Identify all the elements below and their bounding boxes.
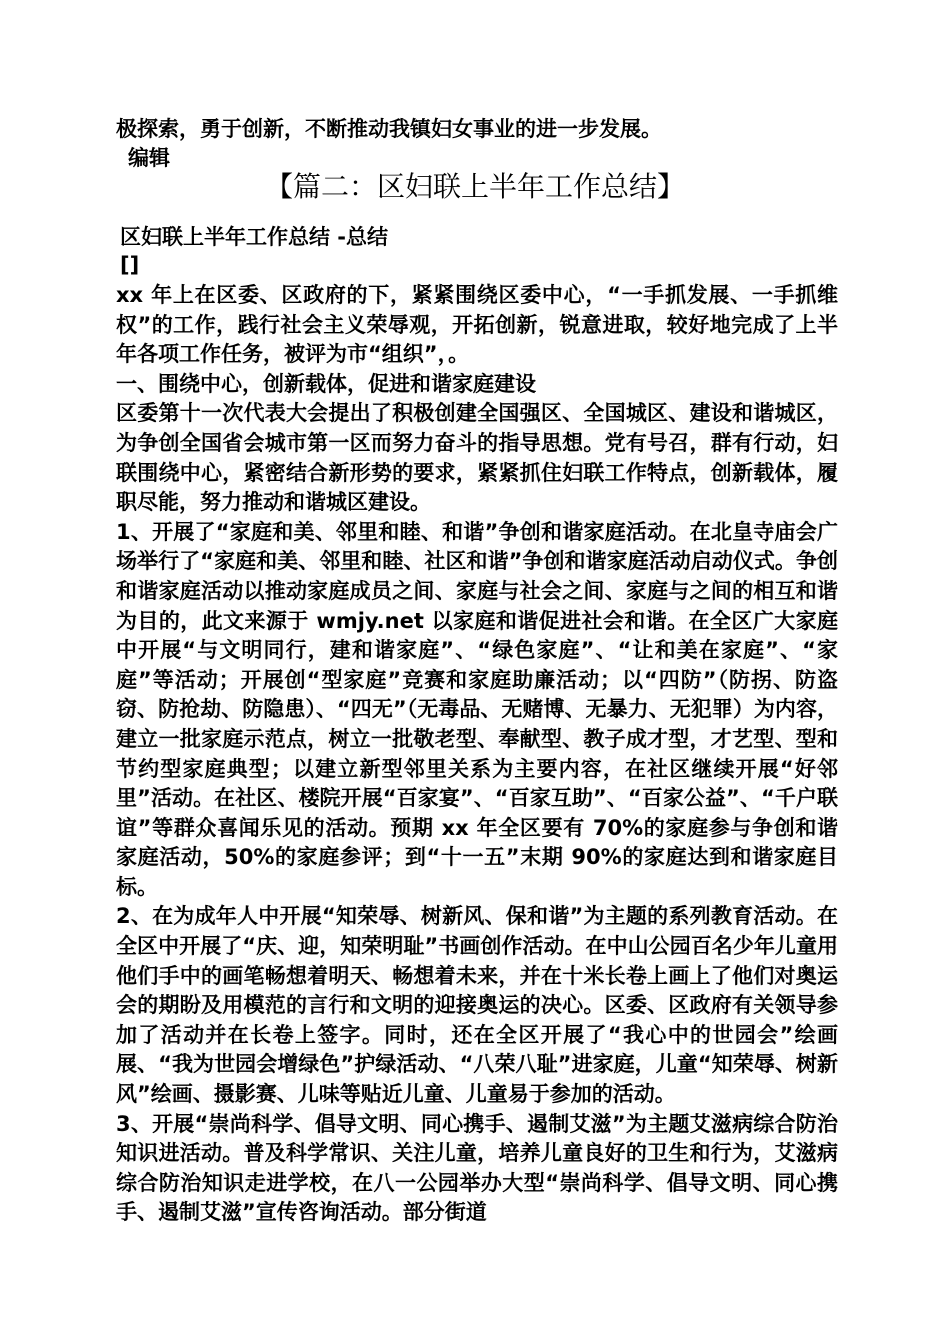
- paragraph-section-1: 区委第十一次代表大会提出了积极创建全国强区、全国城区、建设和谐城区，为争创全国省会城市第一区而努力奋斗的指导思想。党有号召，群有行动，妇联围绕中心，紧密结合新形势的要求，紧紧抓住妇联工作特点，创新载体，履职尽能，努力推动和谐城区建设。: [116, 401, 838, 515]
- paragraph-item-1: 1、开展了“家庭和美、邻里和睦、和谐”争创和谐家庭活动。在北皇寺庙会广场举行了“家庭和美、邻里和睦、社区和谐”争创和谐家庭活动启动仪式。争创和谐家庭活动以推动家庭成员之间、家庭与社会之间、家庭与之间的相互和谐为目的，此文来源于 wmjy.net 以家庭和谐促进社会和谐。在全区广大家庭中开展“与文明同行，建和谐家庭”、“绿色家庭”、“让和美在家庭”、“家庭”等活动；开展创“型家庭”竞赛和家庭助廉活动；以“四防”（防拐、防盗窃、防抢劫、防隐患）、“四无”（无毒品、无赌博、无暴力、无犯罪）为内容，建立一批家庭示范点，树立一批敬老型、奉献型、教子成才型，才艺型、型和节约型家庭典型；以建立新型邻里关系为主要内容，在社区继续开展“好邻里”活动。在社区、楼院开展“百家宴”、“百家互助”、“百家公益”、“千户联谊”等群众喜闻乐见的活动。预期 xx 年全区要有 70%的家庭参与争创和谐家庭活动，50%的家庭参评；到“十一五”末期 90%的家庭达到和谐家庭目标。: [116, 519, 838, 899]
- paragraph-intro: xx 年上在区委、区政府的下，紧紧围绕区委中心，“一手抓发展、一手抓维权”的工作，践行社会主义荣辱观，开拓创新，锐意进取，较好地完成了上半年各项工作任务，被评为市“组织”，。: [116, 283, 838, 367]
- document-body: [116, 281, 838, 1228]
- paragraph-item-2: 2、在为成年人中开展“知荣辱、树新风、保和谐”为主题的系列教育活动。在全区中开展了“庆、迎，知荣明耻”书画创作活动。在中山公园百名少年儿童用他们手中的画笔畅想着明天、畅想着未来，并在十米长卷上画上了他们对奥运会的期盼及用模范的言行和文明的迎接奥运的决心。区委、区政府有关领导参加了活动并在长卷上签字。同时，还在全区开展了“我心中的世园会”绘画展、“我为世园会增绿色”护绿活动、“八荣八耻”进家庭，儿童“知荣辱、树新风”绘画、摄影赛、儿味等贴近儿童、儿童易于参加的活动。: [116, 904, 838, 1107]
- paragraph-heading-1: 一、围绕中心，创新载体，促进和谐家庭建设: [116, 371, 536, 396]
- intro-line: 极探索，勇于创新，不断推动我镇妇女事业的进一步发展。: [116, 117, 662, 141]
- paragraph-item-3: 3、开展“崇尚科学、倡导文明、同心携手、遏制艾滋”为主题艾滋病综合防治知识进活动。普及科学常识、关注儿童，培养儿童良好的卫生和行为，艾滋病综合防治知识走进学校，在八一公园举办大型“崇尚科学、倡导文明、同心携手、遏制艾滋”宣传咨询活动。部分街道: [116, 1111, 838, 1225]
- section-title: 【篇二：区妇联上半年工作总结】: [264, 170, 685, 203]
- bracket-mark: []: [120, 253, 140, 277]
- edit-label: 编辑: [128, 146, 170, 170]
- doc-heading: 区妇联上半年工作总结 -总结: [120, 225, 389, 249]
